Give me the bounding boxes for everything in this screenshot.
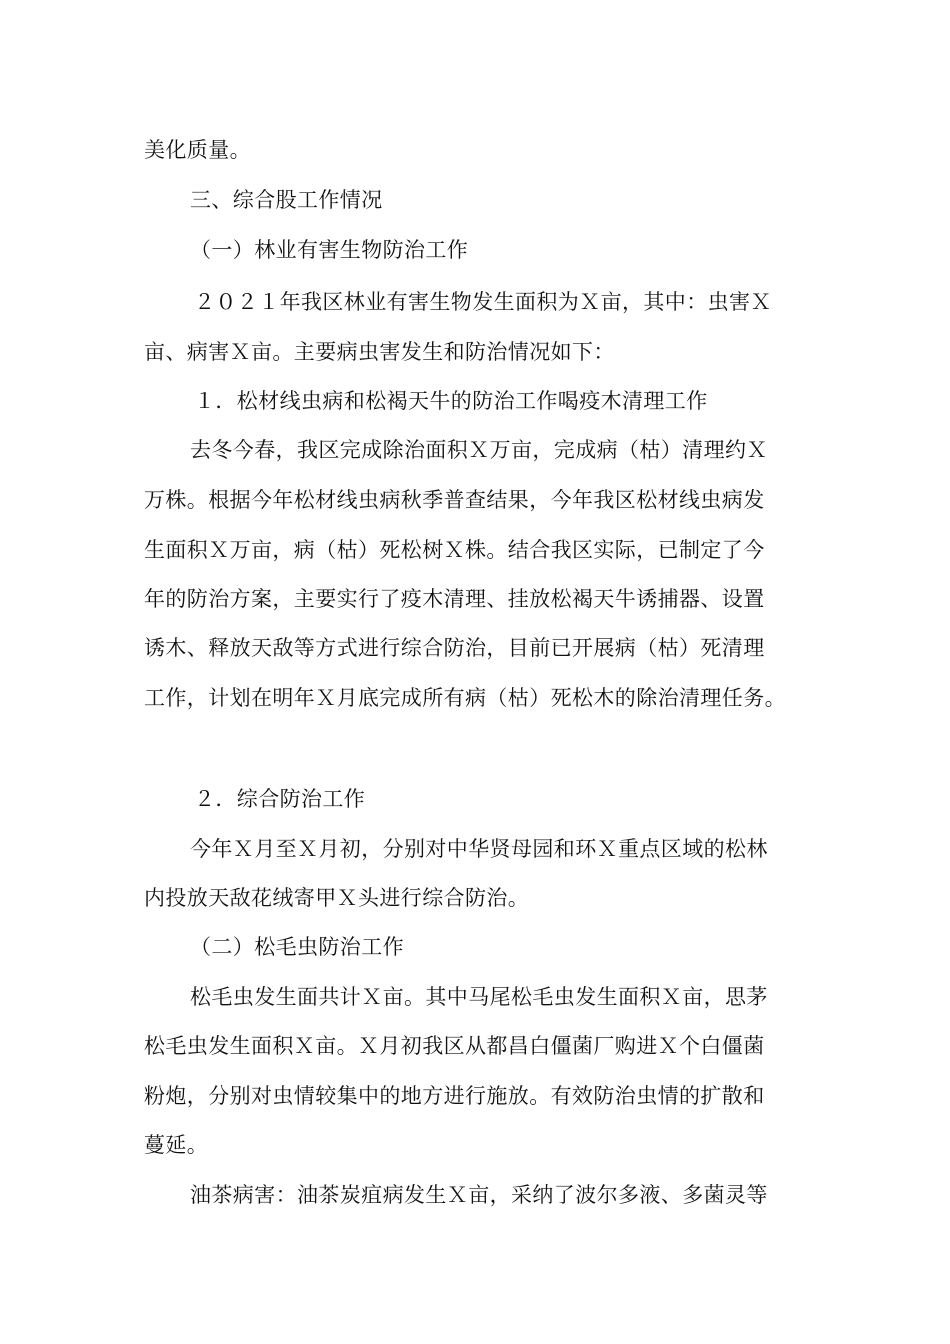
subsection-heading: （一）林业有害生物防治工作 [190, 238, 469, 262]
paragraph-line: 内投放天敌花绒寄甲Ｘ头进行综合防治。 [144, 886, 530, 910]
item-heading: １．松材线虫病和松褐天牛的防治工作喝疫木清理工作 [194, 389, 708, 413]
paragraph-line: 生面积Ｘ万亩，病（枯）死松树Ｘ株。结合我区实际，已制定了今 [144, 538, 765, 562]
paragraph-line: 工作，计划在明年Ｘ月底完成所有病（枯）死松木的除治清理任务。 [144, 686, 786, 710]
paragraph-line: 美化质量。 [144, 138, 251, 162]
section-heading: 三、综合股工作情况 [190, 188, 383, 212]
paragraph-line: 松毛虫发生面共计Ｘ亩。其中马尾松毛虫发生面积Ｘ亩，思茅 [190, 985, 768, 1009]
subsection-heading: （二）松毛虫防治工作 [190, 935, 404, 959]
paragraph-line: 松毛虫发生面积Ｘ亩。Ｘ月初我区从都昌白僵菌厂购进Ｘ个白僵菌 [144, 1034, 765, 1058]
paragraph-line: 年的防治方案，主要实行了疫木清理、挂放松褐天牛诱捕器、设置 [144, 587, 765, 611]
paragraph-line: 今年Ｘ月至Ｘ月初，分别对中华贤母园和环Ｘ重点区域的松林 [190, 837, 768, 861]
paragraph-line: ２０２１年我区林业有害生物发生面积为Ｘ亩，其中：虫害Ｘ [194, 290, 772, 314]
paragraph-line: 蔓延。 [144, 1133, 209, 1157]
paragraph-line: 去冬今春，我区完成除治面积Ｘ万亩，完成病（枯）清理约Ｘ [190, 438, 768, 462]
item-heading: ２．综合防治工作 [194, 787, 366, 811]
paragraph-line: 油茶病害：油茶炭疽病发生Ｘ亩，采纳了波尔多液、多菌灵等 [190, 1183, 768, 1207]
paragraph-line: 亩、病害Ｘ亩。主要病虫害发生和防治情况如下： [144, 340, 615, 364]
paragraph-line: 粉炮，分别对虫情较集中的地方进行施放。有效防治虫情的扩散和 [144, 1084, 765, 1108]
paragraph-line: 万株。根据今年松材线虫病秋季普查结果，今年我区松材线虫病发 [144, 488, 765, 512]
paragraph-line: 诱木、释放天敌等方式进行综合防治，目前已开展病（枯）死清理 [144, 636, 765, 660]
